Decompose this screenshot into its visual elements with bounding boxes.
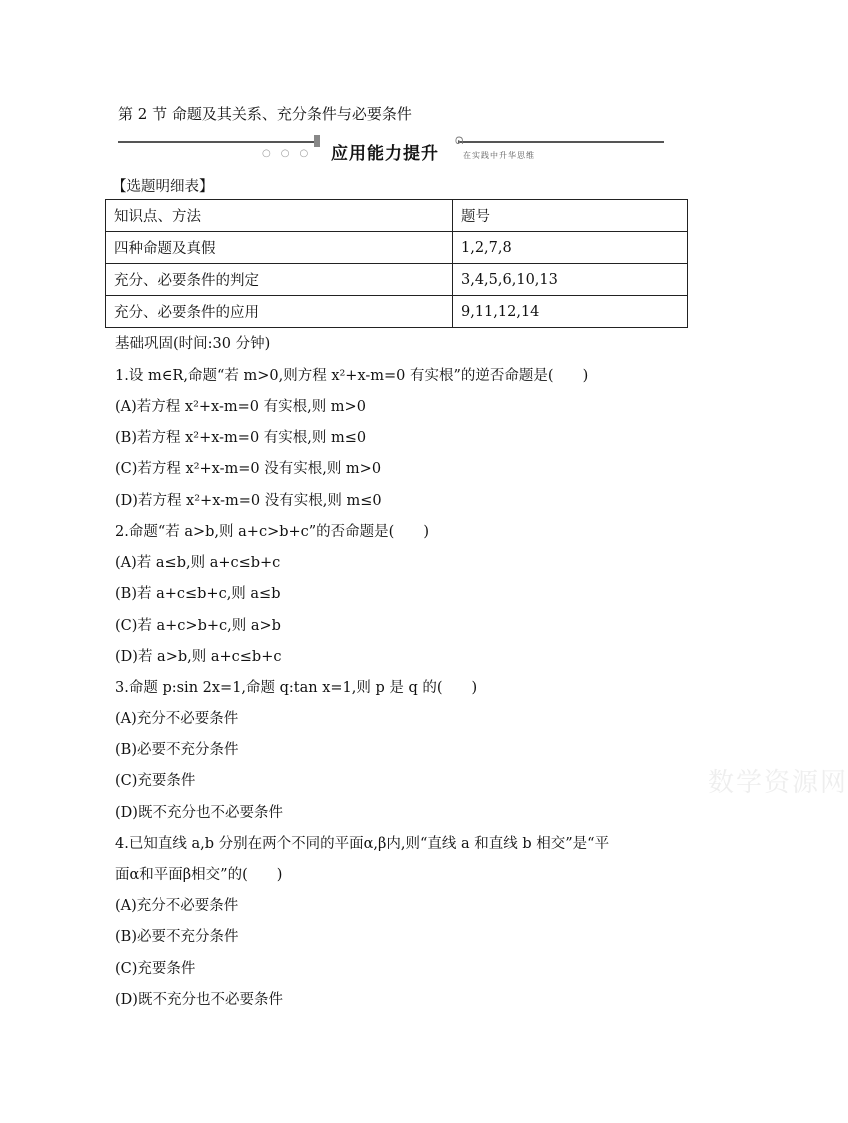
question-1-option-a: (A)若方程 x²+x-m=0 有实根,则 m>0 <box>115 399 366 415</box>
table-cell: 充分、必要条件的应用 <box>106 296 453 328</box>
topic-table <box>105 199 688 328</box>
table-cell: 题号 <box>453 200 688 232</box>
table-cell: 四种命题及真假 <box>106 232 453 264</box>
basic-section-heading: 基础巩固(时间:30 分钟) <box>115 336 271 352</box>
question-3-option-a: (A)充分不必要条件 <box>115 711 239 727</box>
question-1-stem: 1.设 m∈R,命题“若 m>0,则方程 x²+x-m=0 有实根”的逆否命题是( ) <box>115 368 589 384</box>
banner-bar-icon <box>314 135 320 147</box>
question-2-option-b: (B)若 a+c≤b+c,则 a≤b <box>115 586 281 602</box>
question-3-option-b: (B)必要不充分条件 <box>115 742 239 758</box>
question-4-option-c: (C)充要条件 <box>115 961 196 977</box>
question-4-option-b: (B)必要不充分条件 <box>115 929 239 945</box>
table-row <box>106 200 688 232</box>
question-4-stem-line2: 面α和平面β相交”的( ) <box>115 867 283 883</box>
banner-line-left <box>118 141 318 143</box>
question-1-option-b: (B)若方程 x²+x-m=0 有实根,则 m≤0 <box>115 430 367 446</box>
question-3-option-c: (C)充要条件 <box>115 773 196 789</box>
table-cell: 知识点、方法 <box>106 200 453 232</box>
table-cell: 1,2,7,8 <box>453 232 688 264</box>
question-1-option-d: (D)若方程 x²+x-m=0 没有实根,则 m≤0 <box>115 493 382 509</box>
table-heading: 【选题明细表】 <box>112 179 214 195</box>
watermark: 数学资源网 <box>708 768 848 798</box>
question-2-option-a: (A)若 a≤b,则 a+c≤b+c <box>115 555 281 571</box>
question-1-option-c: (C)若方程 x²+x-m=0 没有实根,则 m>0 <box>115 461 382 477</box>
question-3-option-d: (D)既不充分也不必要条件 <box>115 805 283 821</box>
banner-line-right <box>458 141 664 143</box>
banner-swirl-icon: ᘏ <box>455 136 464 147</box>
banner-subtitle: 在实践中升华思维 <box>463 151 535 160</box>
table-cell: 9,11,12,14 <box>453 296 688 328</box>
question-2-option-c: (C)若 a+c>b+c,则 a>b <box>115 618 281 634</box>
question-2-stem: 2.命题“若 a>b,则 a+c>b+c”的否命题是( ) <box>115 524 429 540</box>
table-row <box>106 264 688 296</box>
question-4-option-d: (D)既不充分也不必要条件 <box>115 992 283 1008</box>
table-row <box>106 296 688 328</box>
question-3-stem: 3.命题 p:sin 2x=1,命题 q:tan x=1,则 p 是 q 的( ) <box>115 680 478 696</box>
question-2-option-d: (D)若 a>b,则 a+c≤b+c <box>115 649 282 665</box>
banner-title: 应用能力提升 <box>331 144 439 164</box>
section-title: 第 2 节 命题及其关系、充分条件与必要条件 <box>118 105 412 123</box>
question-4-option-a: (A)充分不必要条件 <box>115 898 239 914</box>
banner-dots-icon: ○○○ <box>262 148 319 159</box>
table-cell: 3,4,5,6,10,13 <box>453 264 688 296</box>
table-row <box>106 232 688 264</box>
question-4-stem-line1: 4.已知直线 a,b 分别在两个不同的平面α,β内,则“直线 a 和直线 b 相交”是“平 <box>115 836 610 852</box>
table-cell: 充分、必要条件的判定 <box>106 264 453 296</box>
